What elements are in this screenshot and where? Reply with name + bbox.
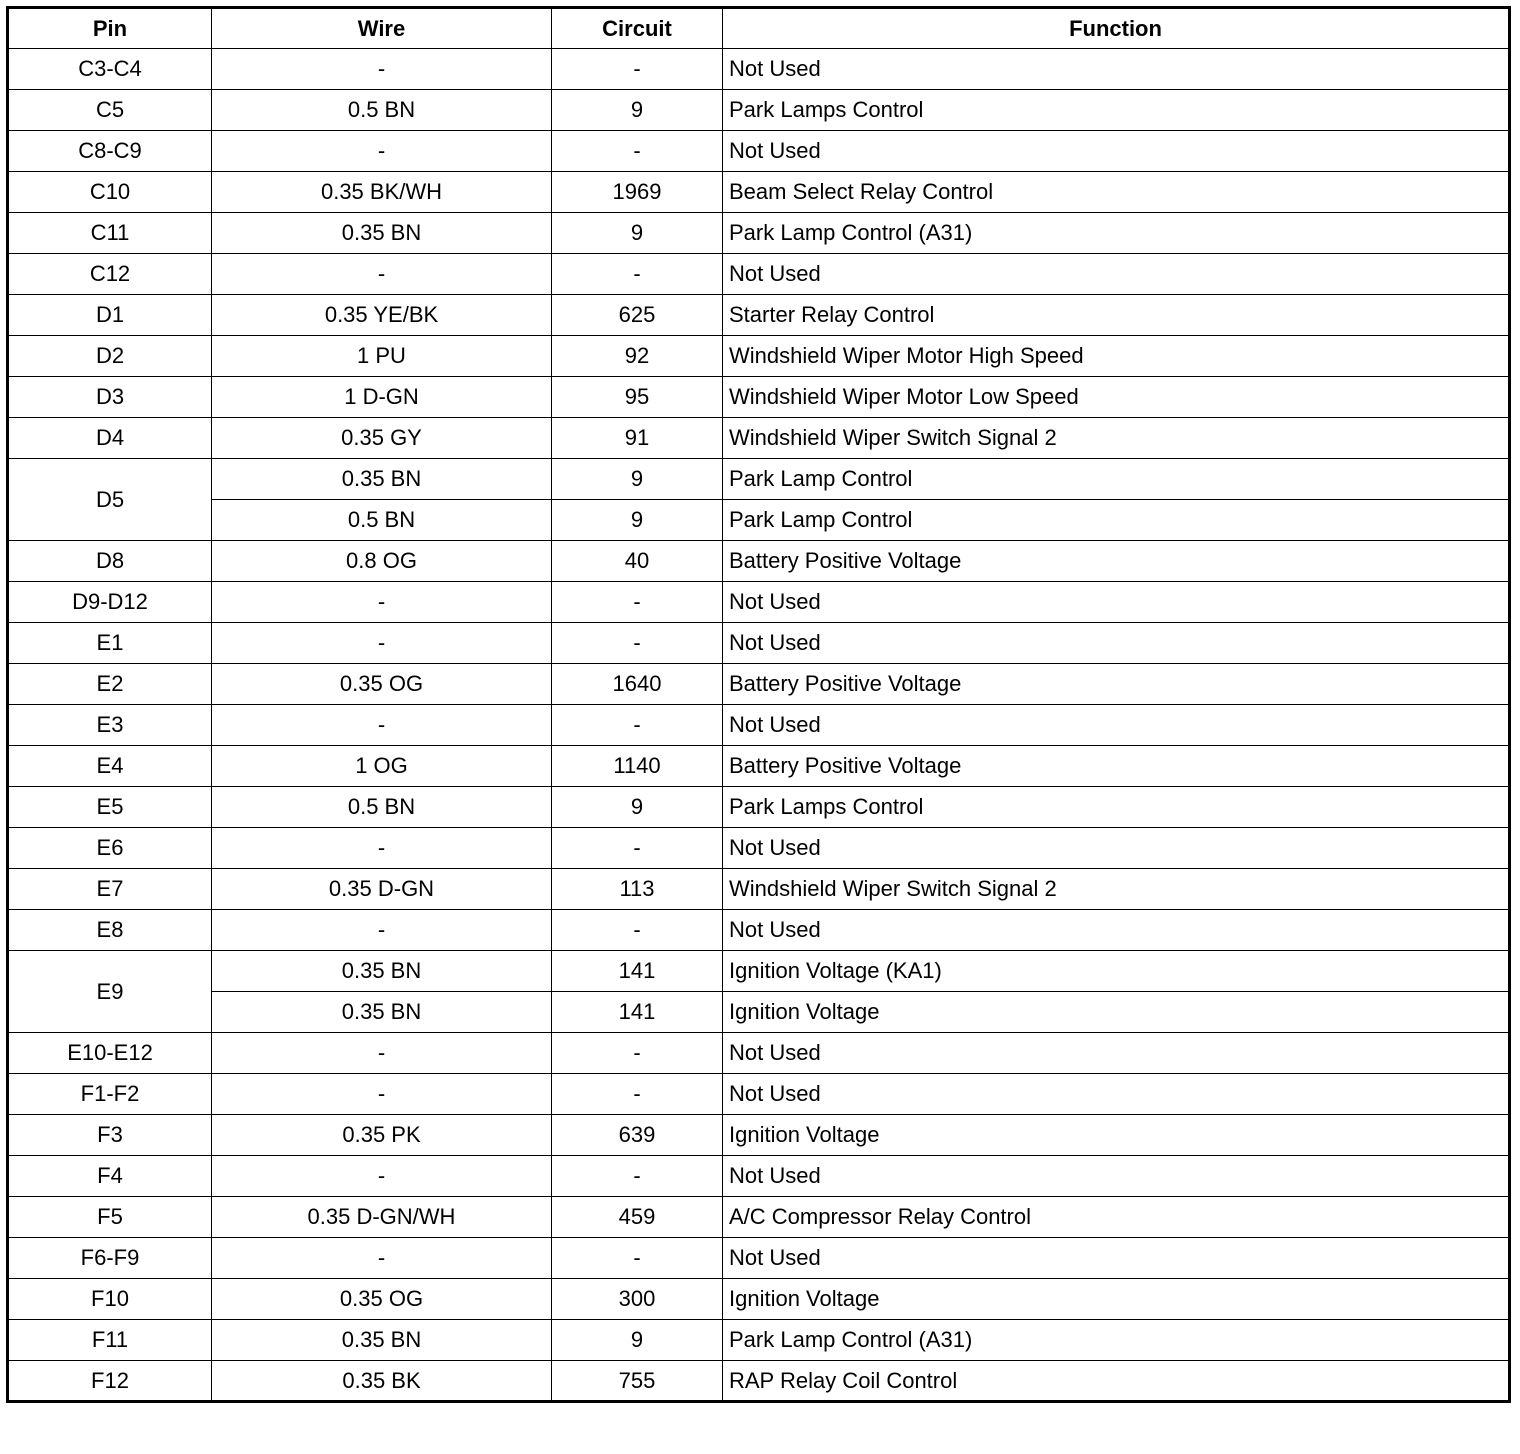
circuit-cell: - — [552, 910, 723, 951]
table-row — [8, 951, 1510, 992]
wire-cell: - — [212, 1074, 552, 1115]
wire-cell: 0.35 BN — [212, 1320, 552, 1361]
wire-cell: 0.35 BN — [212, 951, 552, 992]
circuit-cell: 113 — [552, 869, 723, 910]
table-row — [8, 336, 1510, 377]
wire-cell: 0.5 BN — [212, 90, 552, 131]
header-wire: Wire — [212, 8, 552, 49]
table-header — [8, 8, 1510, 49]
wire-cell: - — [212, 131, 552, 172]
function-cell: Park Lamp Control (A31) — [723, 1320, 1510, 1361]
circuit-cell: 91 — [552, 418, 723, 459]
circuit-cell: 755 — [552, 1361, 723, 1402]
function-cell: Ignition Voltage — [723, 1279, 1510, 1320]
pin-cell: E8 — [8, 910, 212, 951]
circuit-cell: - — [552, 131, 723, 172]
function-cell: Battery Positive Voltage — [723, 541, 1510, 582]
wire-cell: 0.5 BN — [212, 787, 552, 828]
function-cell: Battery Positive Voltage — [723, 746, 1510, 787]
pin-cell: F10 — [8, 1279, 212, 1320]
function-cell: Not Used — [723, 1238, 1510, 1279]
pin-cell: C11 — [8, 213, 212, 254]
circuit-cell: 9 — [552, 459, 723, 500]
pin-cell: C10 — [8, 172, 212, 213]
function-cell: Windshield Wiper Switch Signal 2 — [723, 418, 1510, 459]
function-cell: Not Used — [723, 582, 1510, 623]
function-cell: Not Used — [723, 623, 1510, 664]
wire-cell: - — [212, 582, 552, 623]
circuit-cell: 9 — [552, 90, 723, 131]
circuit-cell: - — [552, 705, 723, 746]
pin-cell: E7 — [8, 869, 212, 910]
pin-cell: E5 — [8, 787, 212, 828]
pin-cell: D2 — [8, 336, 212, 377]
pin-cell: F5 — [8, 1197, 212, 1238]
table-row — [8, 664, 1510, 705]
circuit-cell: 1969 — [552, 172, 723, 213]
pin-cell: E10-E12 — [8, 1033, 212, 1074]
table-row — [8, 254, 1510, 295]
function-cell: Park Lamps Control — [723, 90, 1510, 131]
circuit-cell: - — [552, 1156, 723, 1197]
function-cell: Not Used — [723, 131, 1510, 172]
circuit-cell: 95 — [552, 377, 723, 418]
circuit-cell: 1140 — [552, 746, 723, 787]
table-row — [8, 49, 1510, 90]
wire-cell: 1 D-GN — [212, 377, 552, 418]
pin-cell: D4 — [8, 418, 212, 459]
pin-cell: D1 — [8, 295, 212, 336]
pin-cell: D3 — [8, 377, 212, 418]
table-row — [8, 992, 1510, 1033]
circuit-cell: - — [552, 828, 723, 869]
circuit-cell: - — [552, 623, 723, 664]
pin-cell: D9-D12 — [8, 582, 212, 623]
wire-cell: 0.35 D-GN/WH — [212, 1197, 552, 1238]
table-row — [8, 418, 1510, 459]
wire-cell: 1 PU — [212, 336, 552, 377]
circuit-cell: 459 — [552, 1197, 723, 1238]
wire-cell: - — [212, 1033, 552, 1074]
function-cell: A/C Compressor Relay Control — [723, 1197, 1510, 1238]
function-cell: Not Used — [723, 49, 1510, 90]
function-cell: Not Used — [723, 1156, 1510, 1197]
function-cell: Park Lamps Control — [723, 787, 1510, 828]
table-row — [8, 623, 1510, 664]
table-row — [8, 1320, 1510, 1361]
circuit-cell: - — [552, 1074, 723, 1115]
circuit-cell: 141 — [552, 992, 723, 1033]
function-cell: Starter Relay Control — [723, 295, 1510, 336]
pin-cell: C3-C4 — [8, 49, 212, 90]
circuit-cell: 9 — [552, 500, 723, 541]
table-row — [8, 582, 1510, 623]
wire-cell: 0.35 BN — [212, 213, 552, 254]
pin-cell: D8 — [8, 541, 212, 582]
wire-cell: 0.35 BN — [212, 459, 552, 500]
wire-cell: 0.35 BN — [212, 992, 552, 1033]
function-cell: Not Used — [723, 254, 1510, 295]
function-cell: Battery Positive Voltage — [723, 664, 1510, 705]
function-cell: Windshield Wiper Switch Signal 2 — [723, 869, 1510, 910]
wire-cell: 0.35 PK — [212, 1115, 552, 1156]
wire-cell: - — [212, 910, 552, 951]
pin-cell: E4 — [8, 746, 212, 787]
pin-cell: E9 — [8, 951, 212, 1033]
pin-cell: E3 — [8, 705, 212, 746]
table-row — [8, 131, 1510, 172]
wire-cell: - — [212, 254, 552, 295]
header-circuit: Circuit — [552, 8, 723, 49]
circuit-cell: 639 — [552, 1115, 723, 1156]
function-cell: Not Used — [723, 1074, 1510, 1115]
circuit-cell: 141 — [552, 951, 723, 992]
pin-cell: F11 — [8, 1320, 212, 1361]
pin-cell: F4 — [8, 1156, 212, 1197]
pin-cell: F6-F9 — [8, 1238, 212, 1279]
pin-cell: F1-F2 — [8, 1074, 212, 1115]
circuit-cell: 92 — [552, 336, 723, 377]
circuit-cell: 300 — [552, 1279, 723, 1320]
pin-cell: C8-C9 — [8, 131, 212, 172]
pin-cell: C12 — [8, 254, 212, 295]
header-row — [8, 8, 1510, 49]
table-row — [8, 705, 1510, 746]
function-cell: Not Used — [723, 705, 1510, 746]
connector-pinout-table — [6, 6, 1511, 1403]
circuit-cell: 1640 — [552, 664, 723, 705]
wire-cell: - — [212, 1156, 552, 1197]
function-cell: Ignition Voltage — [723, 992, 1510, 1033]
circuit-cell: - — [552, 254, 723, 295]
table-row — [8, 1197, 1510, 1238]
function-cell: Park Lamp Control — [723, 459, 1510, 500]
wire-cell: 0.5 BN — [212, 500, 552, 541]
function-cell: Windshield Wiper Motor Low Speed — [723, 377, 1510, 418]
pin-cell: E2 — [8, 664, 212, 705]
circuit-cell: 9 — [552, 787, 723, 828]
table-row — [8, 910, 1510, 951]
table-row — [8, 377, 1510, 418]
table-row — [8, 541, 1510, 582]
table-row — [8, 1033, 1510, 1074]
table-row — [8, 746, 1510, 787]
circuit-cell: - — [552, 1033, 723, 1074]
table-row — [8, 1115, 1510, 1156]
function-cell: Not Used — [723, 910, 1510, 951]
circuit-cell: 40 — [552, 541, 723, 582]
function-cell: Windshield Wiper Motor High Speed — [723, 336, 1510, 377]
table-row — [8, 869, 1510, 910]
function-cell: Not Used — [723, 828, 1510, 869]
function-cell: Beam Select Relay Control — [723, 172, 1510, 213]
table-row — [8, 1361, 1510, 1402]
table-row — [8, 295, 1510, 336]
table-row — [8, 500, 1510, 541]
circuit-cell: 625 — [552, 295, 723, 336]
pin-cell: F3 — [8, 1115, 212, 1156]
wire-cell: - — [212, 828, 552, 869]
wire-cell: - — [212, 623, 552, 664]
pin-cell: E6 — [8, 828, 212, 869]
table-row — [8, 1156, 1510, 1197]
wire-cell: - — [212, 49, 552, 90]
pin-cell: E1 — [8, 623, 212, 664]
wire-cell: 0.35 BK — [212, 1361, 552, 1402]
wire-cell: 0.35 YE/BK — [212, 295, 552, 336]
wire-cell: 0.35 OG — [212, 1279, 552, 1320]
header-function: Function — [723, 8, 1510, 49]
circuit-cell: 9 — [552, 1320, 723, 1361]
function-cell: RAP Relay Coil Control — [723, 1361, 1510, 1402]
table-row — [8, 90, 1510, 131]
pin-cell: F12 — [8, 1361, 212, 1402]
function-cell: Park Lamp Control (A31) — [723, 213, 1510, 254]
circuit-cell: 9 — [552, 213, 723, 254]
table-row — [8, 459, 1510, 500]
function-cell: Ignition Voltage — [723, 1115, 1510, 1156]
table-row — [8, 1074, 1510, 1115]
table-row — [8, 213, 1510, 254]
table-row — [8, 1279, 1510, 1320]
wire-cell: 0.35 GY — [212, 418, 552, 459]
function-cell: Park Lamp Control — [723, 500, 1510, 541]
wire-cell: 0.35 D-GN — [212, 869, 552, 910]
table-row — [8, 1238, 1510, 1279]
wire-cell: 0.8 OG — [212, 541, 552, 582]
function-cell: Not Used — [723, 1033, 1510, 1074]
table-row — [8, 172, 1510, 213]
table-body — [8, 49, 1510, 1402]
circuit-cell: - — [552, 49, 723, 90]
header-pin: Pin — [8, 8, 212, 49]
wire-cell: 0.35 OG — [212, 664, 552, 705]
table-row — [8, 787, 1510, 828]
pin-cell: D5 — [8, 459, 212, 541]
table-row — [8, 828, 1510, 869]
wire-cell: - — [212, 1238, 552, 1279]
circuit-cell: - — [552, 582, 723, 623]
function-cell: Ignition Voltage (KA1) — [723, 951, 1510, 992]
circuit-cell: - — [552, 1238, 723, 1279]
pin-cell: C5 — [8, 90, 212, 131]
wire-cell: 1 OG — [212, 746, 552, 787]
wire-cell: - — [212, 705, 552, 746]
wire-cell: 0.35 BK/WH — [212, 172, 552, 213]
